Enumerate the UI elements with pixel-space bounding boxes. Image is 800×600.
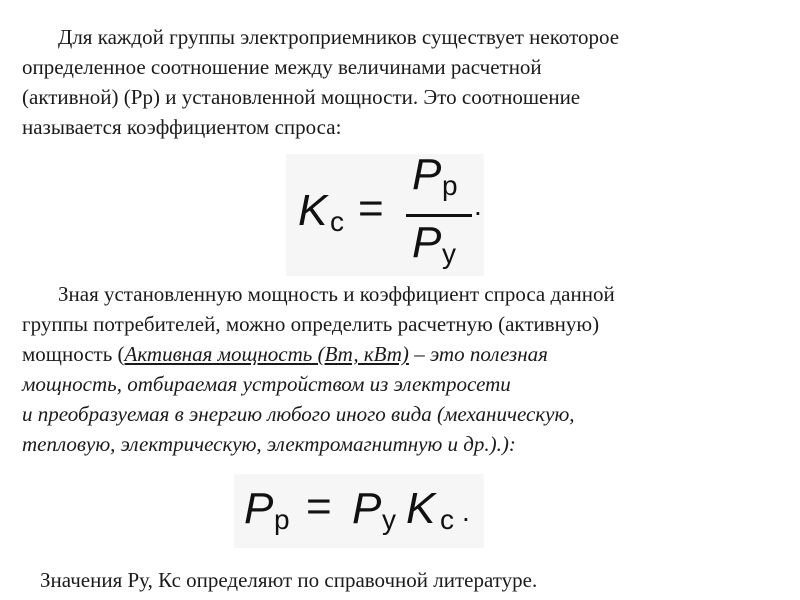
formula2-p-symbol: P bbox=[244, 484, 274, 533]
explanation-line-2: группы потребителей, можно определить расчетную (активную) bbox=[22, 312, 600, 336]
active-power-definition-term: Активная мощность (Вт, кВт) bbox=[124, 342, 409, 366]
explanation-line-5: и преобразуемая в энергию любого иного вида (механическую, bbox=[22, 402, 575, 426]
explanation-line-6: тепловую, электрическую, электромагнитную и др.).): bbox=[22, 432, 516, 456]
formula1-denominator-p: P bbox=[412, 218, 442, 267]
formula1-equals: = bbox=[358, 184, 384, 233]
intro-paragraph bbox=[22, 22, 782, 142]
demand-coefficient-formula bbox=[286, 150, 484, 276]
explanation-paragraph bbox=[22, 279, 782, 459]
formula1-k-sub: с bbox=[330, 206, 344, 237]
formula2-p-sub: р bbox=[274, 504, 290, 535]
explanation-line-3: мощность (Активная мощность (Вт, кВт) – это полезная bbox=[22, 342, 548, 366]
explanation-line-4: мощность, отбираемая устройством из электросети bbox=[22, 372, 511, 396]
intro-line-4: называется коэффициентом спроса: bbox=[22, 115, 342, 139]
formula1-fraction-bar bbox=[406, 214, 472, 217]
formula2-kc-symbol: K bbox=[406, 484, 436, 533]
explanation-line-1: Зная установленную мощность и коэффициент спроса данной bbox=[58, 282, 615, 306]
formula1-numerator-p: P bbox=[412, 150, 442, 199]
formula1-k-symbol: K bbox=[298, 186, 328, 235]
formula2-kc-sub: с bbox=[440, 504, 454, 535]
intro-line-3: (активной) (Рр) и установленной мощности. Это соотношение bbox=[22, 85, 581, 109]
formula1-denominator-sub: у bbox=[442, 238, 456, 269]
active-power-formula bbox=[234, 474, 484, 548]
formula2-py-symbol: P bbox=[352, 484, 382, 533]
reference-note: Значения Ру, Кс определяют по справочной литературе. bbox=[40, 568, 538, 592]
intro-line-1: Для каждой группы электроприемников существует некоторое bbox=[58, 25, 620, 49]
intro-line-2: определенное соотношение между величинами расчетной bbox=[22, 55, 542, 79]
formula2-period: . bbox=[462, 496, 470, 527]
formula2-equals: = bbox=[306, 482, 332, 531]
formula1-numerator-sub: р bbox=[442, 170, 458, 201]
formula2-py-sub: у bbox=[382, 504, 396, 535]
formula1-period: . bbox=[474, 190, 482, 221]
